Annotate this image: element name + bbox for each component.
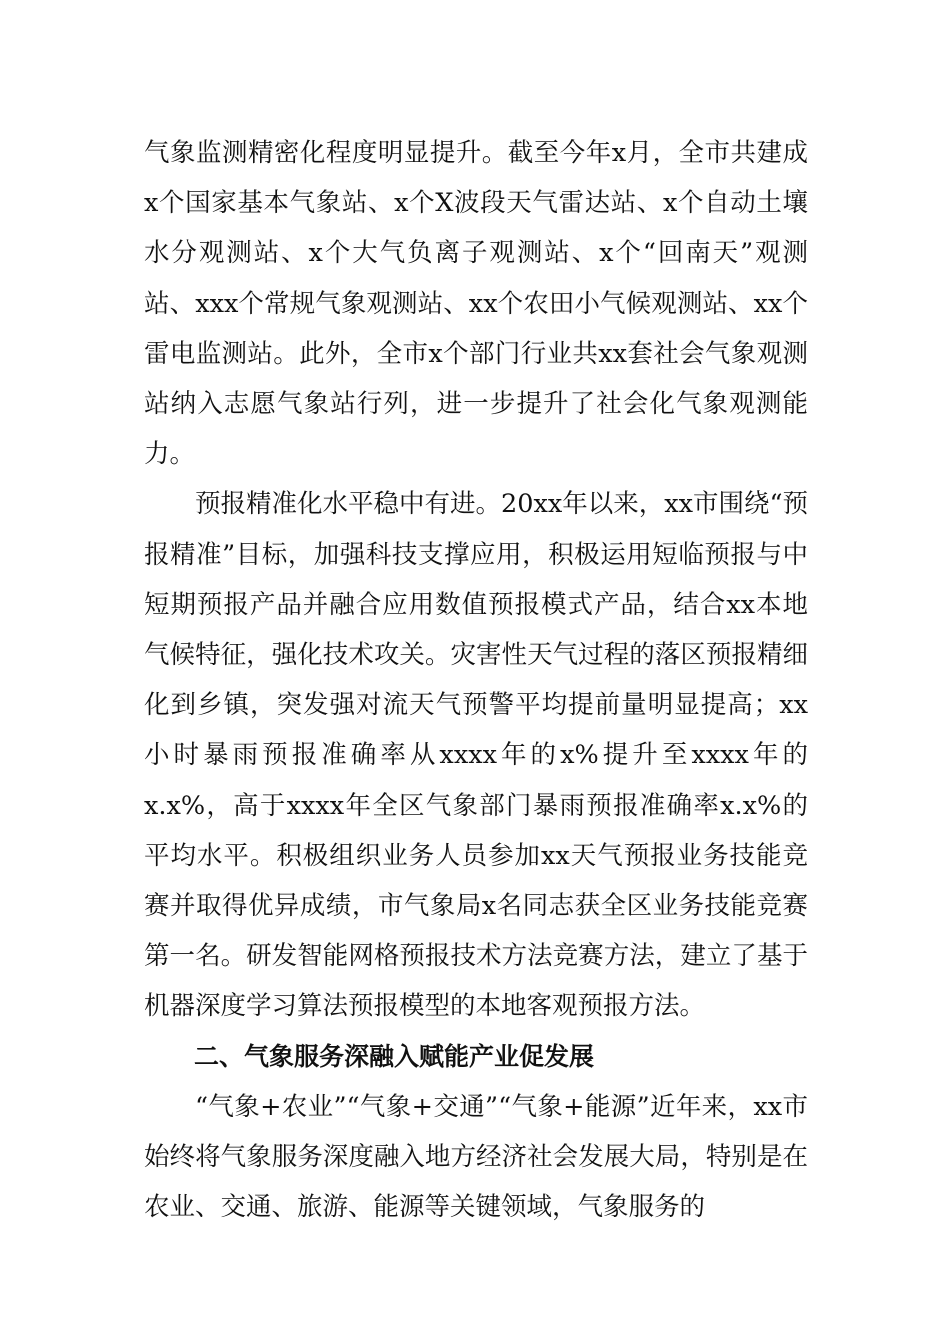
paragraph-services: “气象+农业”“气象+交通”“气象+能源”近年来，xx市始终将气象服务深度融入地方经济社会发展大局，特别是在农业、交通、旅游、能源等关键领域，气象服务的 — [144, 1091, 808, 1223]
paragraph-monitoring: 气象监测精密化程度明显提升。截至今年x月，全市共建成x个国家基本气象站、x个X波段天气雷达站、x个自动土壤水分观测站、x个大气负离子观测站、x个“回南天”观测站、xxx个常规气象观测站、xx个农田小气候观测站、xx个雷电监测站。此外，全市x个部门行业共xx套社会气象观测站纳入志愿气象站行列，进一步提升了社会化气象观测能力。 — [144, 138, 808, 470]
section-heading: 二、气象服务深融入赋能产业促发展 — [194, 1041, 595, 1071]
paragraph-forecasting: 预报精准化水平稳中有进。20xx年以来，xx市围绕“预报精准”目标，加强科技支撑应用，积极运用短临预报与中短期预报产品并融合应用数值预报模式产品，结合xx本地气候特征，强化技术攻关。灾害性天气过程的落区预报精细化到乡镇，突发强对流天气预警平均提前量明显提高；xx小时暴雨预报准确率从xxxx年的x%提升至xxxx年的x.x%，高于xxxx年全区气象部门暴雨预报准确率x.x%的平均水平。积极组织业务人员参加xx天气预报业务技能竞赛并取得优异成绩，市气象局x名同志获全区业务技能竞赛第一名。研发智能网格预报技术方法竞赛方法，建立了基于机器深度学习算法预报模型的本地客观预报方法。 — [144, 489, 809, 1022]
document-body — [144, 128, 808, 1232]
